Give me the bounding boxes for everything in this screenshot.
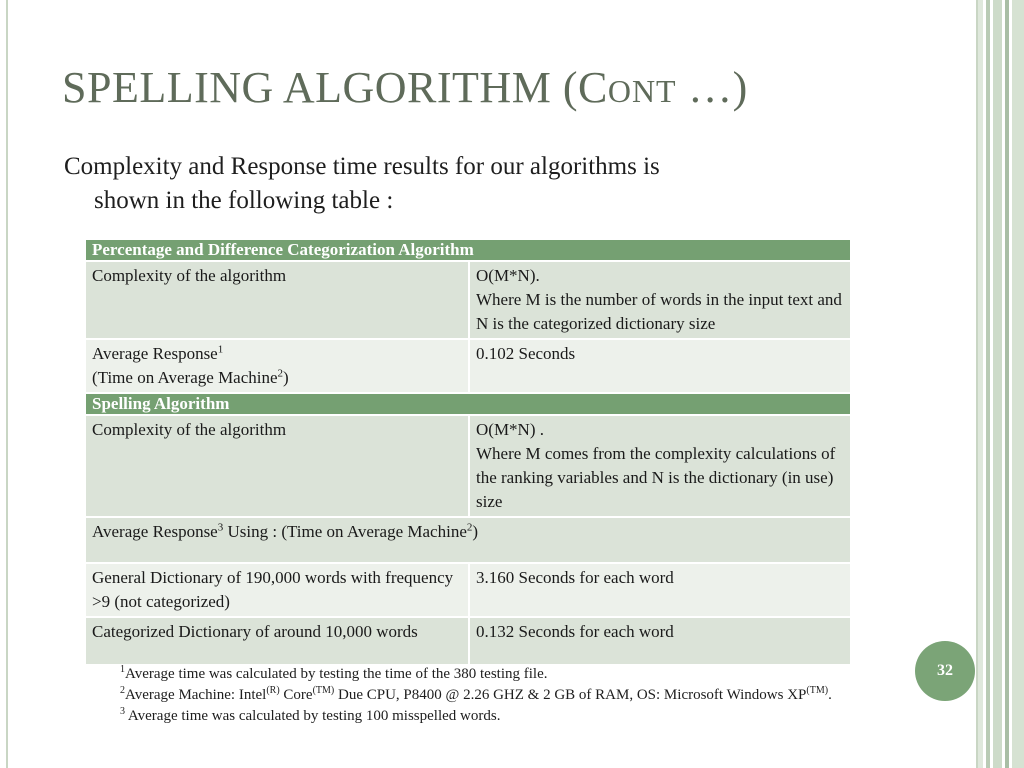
s1-complexity-value (469, 261, 851, 339)
results-table (86, 240, 852, 666)
footnote-3 (120, 706, 860, 727)
footnotes (120, 664, 860, 727)
s2-response-header (86, 517, 851, 563)
table-row (86, 339, 851, 393)
footnote-2-text-b: Core (279, 687, 313, 703)
title-smallcaps: ONT (607, 73, 677, 109)
footnote-2-text-c: Due CPU, P8400 @ 2.26 GHZ & 2 GB of RAM, OS: Microsoft Windows XP (334, 687, 807, 703)
s1-response-label (86, 339, 469, 393)
s1-complexity-label: Complexity of the algorithm (86, 261, 469, 339)
s2-complexity-label: Complexity of the algorithm (86, 415, 469, 517)
intro-text (64, 150, 864, 218)
footnote-mark: 1 (120, 664, 125, 675)
table-row (86, 563, 851, 617)
s1-response-label-end: ) (283, 368, 289, 387)
footnote-ref: 2 (466, 521, 473, 534)
trademark-mark: (TM) (806, 685, 829, 696)
s2-response-text-1: Average Response (92, 522, 218, 541)
footnote-2-text-d: . (828, 687, 832, 703)
s2-complexity-desc: Where M comes from the complexity calculations of the ranking variables and N is the dictionary (in use) size (476, 444, 836, 511)
s1-response-label-1: Average Response (92, 344, 218, 363)
footnote-mark: 2 (120, 685, 125, 696)
footnote-2-text-a: Average Machine: Intel (125, 687, 267, 703)
footnote-2 (120, 685, 860, 706)
table-row (86, 517, 851, 563)
footnote-1 (120, 664, 860, 685)
s2-general-label: General Dictionary of 190,000 words with frequency >9 (not categorized) (86, 563, 469, 617)
footnote-mark: 3 (120, 706, 125, 717)
intro-line-1: Complexity and Response time results for our algorithms is (64, 153, 660, 180)
slide-title (62, 62, 748, 113)
s2-complexity-formula: O(M*N) . (476, 420, 544, 439)
section1-header-cell: Percentage and Difference Categorization Algorithm (86, 240, 851, 261)
s1-response-value: 0.102 Seconds (469, 339, 851, 393)
table-row (86, 617, 851, 665)
footnote-ref: 2 (277, 367, 284, 380)
page-number-badge (915, 641, 975, 701)
page-number: 32 (937, 662, 953, 679)
decorative-stripes (978, 0, 1024, 768)
s2-general-value: 3.160 Seconds for each word (469, 563, 851, 617)
footnote-ref: 1 (217, 343, 224, 356)
title-tail: …) (676, 63, 748, 112)
s2-complexity-value (469, 415, 851, 517)
trademark-mark: (TM) (312, 685, 335, 696)
section-header (86, 240, 851, 261)
section-header (86, 393, 851, 415)
table-row (86, 415, 851, 517)
s2-categorized-value: 0.132 Seconds for each word (469, 617, 851, 665)
registered-mark: (R) (266, 685, 280, 696)
footnote-1-text: Average time was calculated by testing the time of the 380 testing file. (125, 666, 548, 682)
footnote-ref: 3 (217, 521, 224, 534)
s2-categorized-label: Categorized Dictionary of around 10,000 words (86, 617, 469, 665)
footnote-3-text: Average time was calculated by testing 100 misspelled words. (125, 708, 501, 724)
s1-response-label-2: (Time on Average Machine (92, 368, 278, 387)
intro-line-2: shown in the following table : (94, 187, 394, 214)
table-row (86, 261, 851, 339)
section2-header-cell: Spelling Algorithm (86, 393, 851, 415)
s2-response-text-2: Using : (Time on Average Machine (223, 522, 467, 541)
s2-response-text-3: ) (472, 522, 479, 541)
s1-complexity-formula: O(M*N). (476, 266, 540, 285)
title-main: SPELLING ALGORITHM (C (62, 63, 608, 112)
s1-complexity-desc: Where M is the number of words in the input text and N is the categorized dictionary size (476, 290, 842, 333)
